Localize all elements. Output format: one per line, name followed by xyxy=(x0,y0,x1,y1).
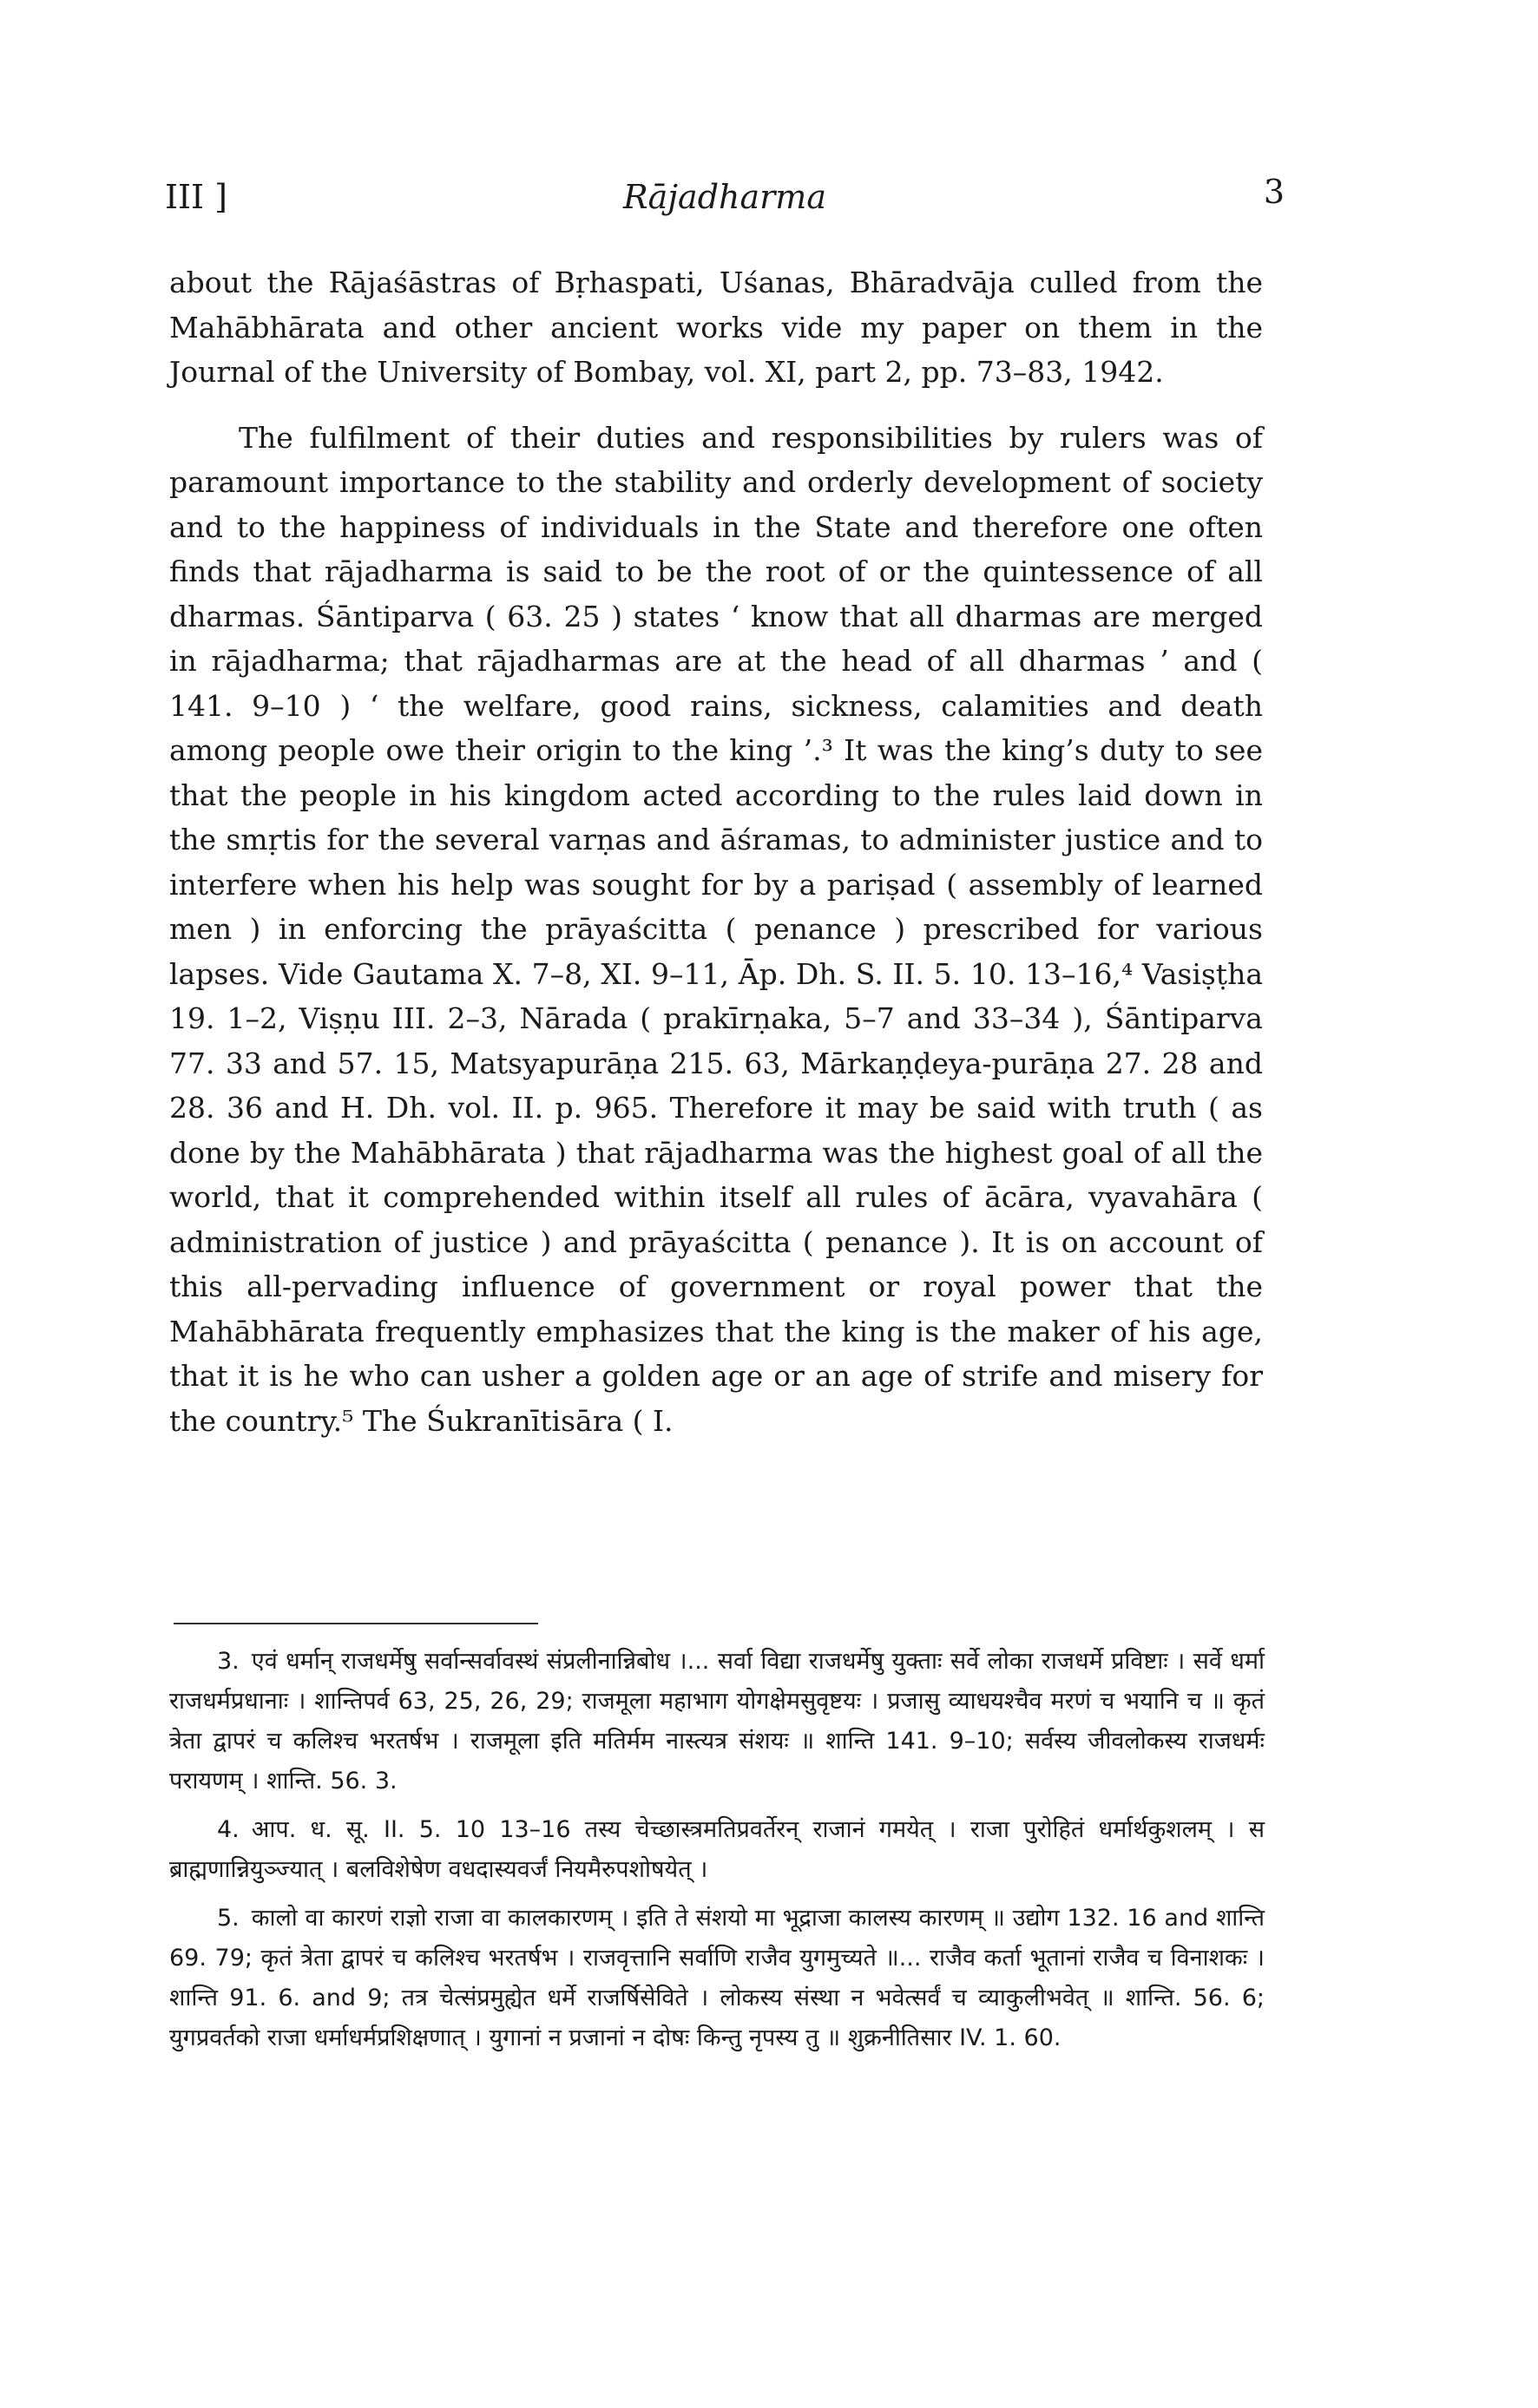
paragraph: about the Rājaśāstras of Bṛhaspati, Uśanas, Bhāradvāja culled from the Mahābhārata and other ancient works vide my paper on them in the Journal of the University of Bombay, vol. XI, part 2, pp. 73–83, 1942. xyxy=(169,266,1263,389)
running-header xyxy=(165,173,1285,230)
footnote-number: 4. xyxy=(217,1816,240,1843)
footnote-4 xyxy=(169,1810,1265,1890)
main-text xyxy=(169,260,1263,1443)
footnote-divider xyxy=(174,1623,538,1624)
footnote-5 xyxy=(169,1899,1265,2058)
running-title: Rājadharma xyxy=(622,178,826,216)
footnote-number: 3. xyxy=(217,1648,240,1675)
footnote-number: 5. xyxy=(217,1905,240,1932)
footnotes xyxy=(169,1642,1265,2067)
paragraph: The fulfilment of their duties and responsibilities by rulers was of paramount importance to the stability and orderly development of society and to the happiness of individuals in the State and therefore one often finds that rājadharma is said to be the root of or the quintessence of all dharmas. Śāntiparva ( 63. 25 ) states ‘ know that all dharmas are merged in rājadharma; that rājadharmas are at the head of all dharmas ’ and ( 141. 9–10 ) ‘ the welfare, good rains, sickness, calamities and death among people owe their origin to the king ’.³ It was the king’s duty to see that the people in his kingdom acted according to the rules laid down in the smṛtis for the several varṇas and āśramas, to administer justice and to interfere when his help was sought for by a pariṣad ( assembly of learned men ) in enforcing the prāyaścitta ( penance ) prescribed for various lapses. Vide Gautama X. 7–8, XI. 9–11, Āp. Dh. S. II. 5. 10. 13–16,⁴ Vasiṣṭha 19. 1–2, Viṣṇu III. 2–3, Nārada ( prakīrṇaka, 5–7 and 33–34 ), Śāntiparva 77. 33 and 57. 15, Matsyapurāṇa 215. 63, Mārkaṇḍeya-purāṇa 27. 28 and 28. 36 and H. Dh. vol. II. p. 965. Therefore it may be said with truth ( as done by the Mahābhārata ) that rājadharma was the highest goal of all the world, that it comprehended within itself all rules of ācāra, vyavahāra ( administration of justice ) and prāyaścitta ( penance ). It is on account of this all-pervading influence of government or royal power that the Mahābhārata frequently emphasizes that the king is the maker of his age, that it is he who can usher a golden age or an age of strife and misery for the country.⁵ The Śukranītisāra ( I. xyxy=(169,420,1263,1438)
footnote-text: एवं धर्मान् राजधर्मेषु सर्वान्सर्वावस्थं संप्रलीनान्निबोध ।... सर्वा विद्या राजधर्मेषु युक्ताः सर्वे लोका राजधर्मे प्रविष्टाः । सर्वे धर्मा राजधर्मप्रधानाः । शान्तिपर्व 63, 25, 26, 29; राजमूला महाभाग योगक्षेमसुवृष्टयः । प्रजासु व्याधयश्चैव मरणं च भयानि च ॥ कृतं त्रेता द्वापरं च कलिश्च भरतर्षभ । राजमूला इति मतिर्मम नास्त्यत्र संशयः ॥ शान्ति 141. 9–10; सर्वस्य जीवलोकस्य राजधर्मः परायणम् । शान्ति. 56. 3. xyxy=(169,1648,1265,1795)
footnote-text: कालो वा कारणं राज्ञो राजा वा कालकारणम् । इति ते संशयो मा भूद्राजा कालस्य कारणम् ॥ उद्योग 132. 16 and शान्ति 69. 79; कृतं त्रेता द्वापरं च कलिश्च भरतर्षभ । राजवृत्तानि सर्वाणि राजैव युगमुच्यते ॥... राजैव कर्ता भूतानां राजैव च विनाशकः । शान्ति 91. 6. and 9; तत्र चेत्संप्रमुह्येत धर्मे राजर्षिसेविते । लोकस्य संस्था न भवेत्सर्वं च व्याकुलीभवेत् ॥ शान्ति. 56. 6; युगप्रवर्तको राजा धर्माधर्मप्रशिक्षणात् । युगानां न प्रजानां न दोषः किन्तु नृपस्य तु ॥ शुक्रनीतिसार IV. 1. 60. xyxy=(169,1905,1265,2051)
footnote-text: आप. ध. सू. II. 5. 10 13–16 तस्य चेच्छास्त्रमतिप्रवर्तेरन् राजानं गमयेत् । राजा पुरोहितं धर्मार्थकुशलम् । स ब्राह्मणान्नियुञ्ज्यात् । बलविशेषेण वधदास्यवर्जं नियमैरुपशोषयेत् । xyxy=(169,1816,1265,1883)
page-number: 3 xyxy=(1263,173,1285,211)
footnote-3 xyxy=(169,1642,1265,1801)
section-number: III ] xyxy=(165,178,227,216)
